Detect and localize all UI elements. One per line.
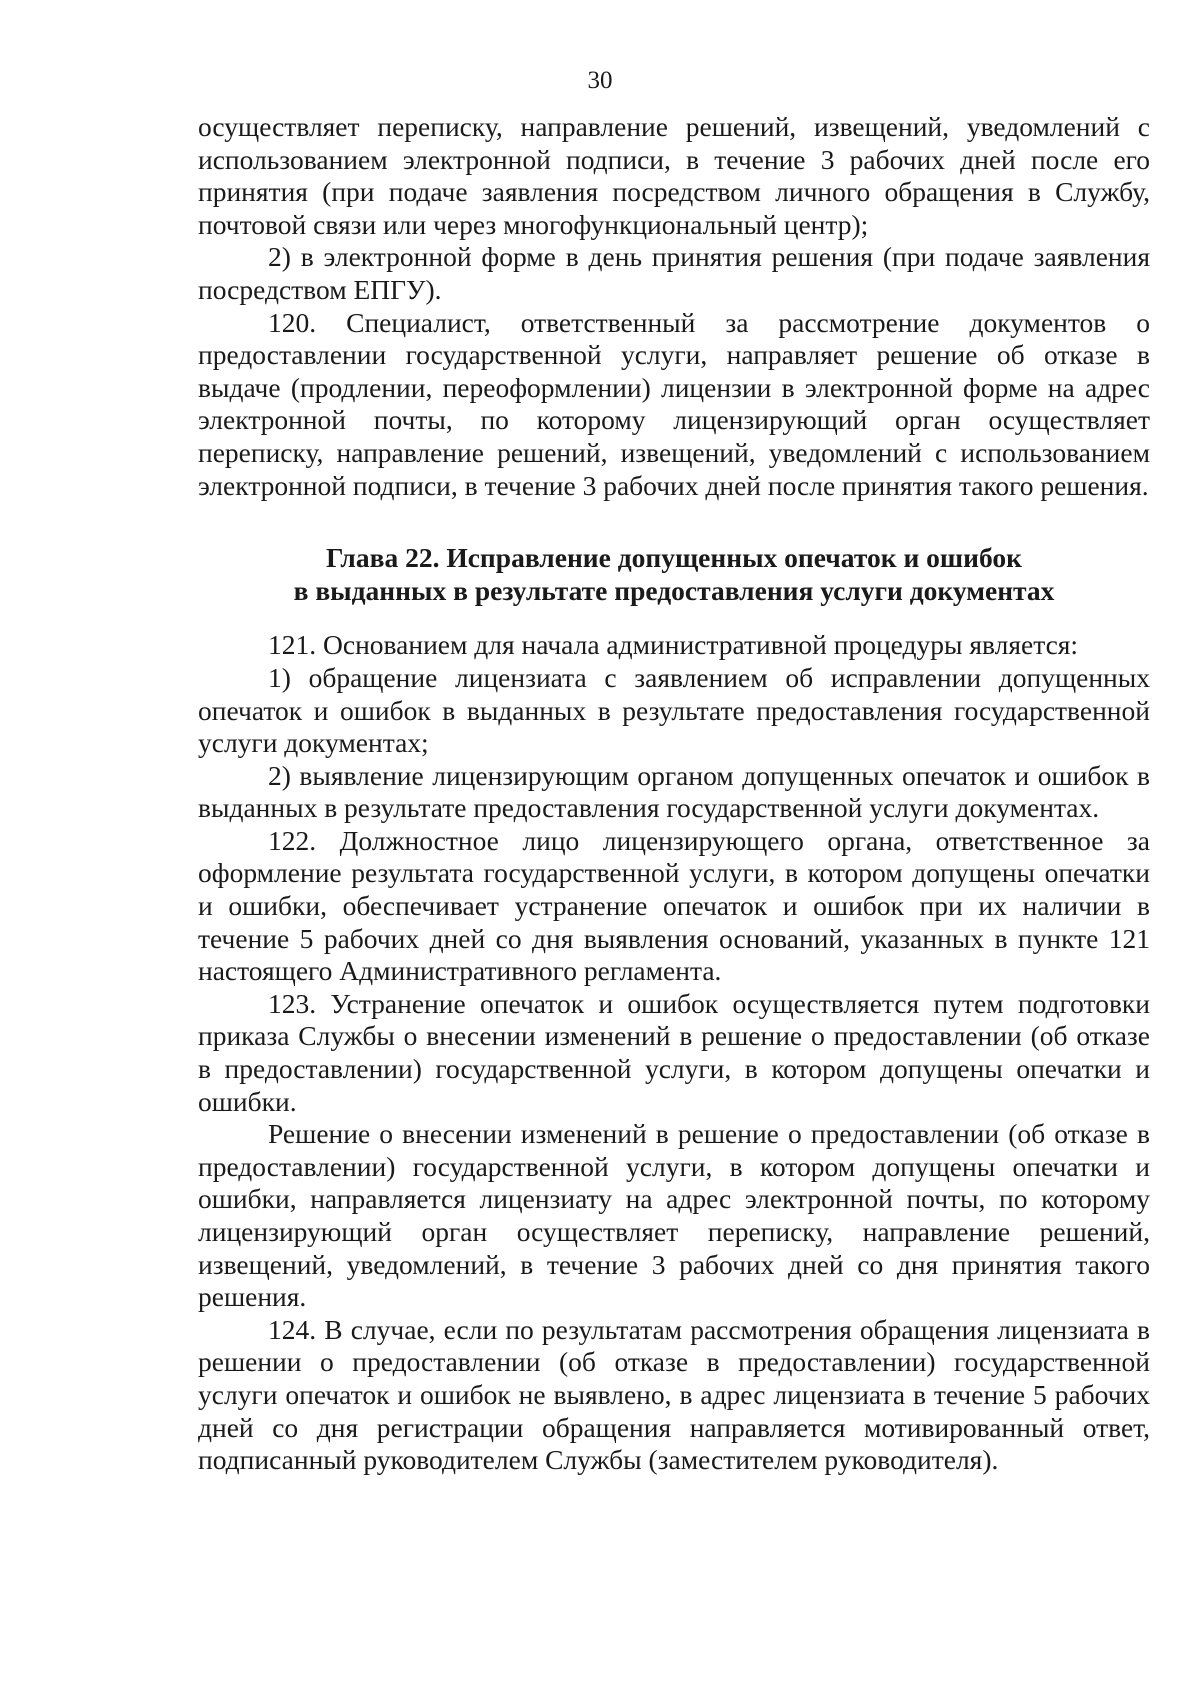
paragraph-121-item-2: 2) выявление лицензирующим органом допущенных опечаток и ошибок в выданных в результате предоставления государственной услуги документах.	[198, 759, 1150, 824]
chapter-heading	[198, 542, 1150, 607]
page-number: 30	[587, 67, 613, 94]
paragraph-120: 120. Специалист, ответственный за рассмотрение документов о предоставлении государственной услуги, направляет решение об отказе в выдаче (продлении, переоформлении) лицензии в электронной форме на адрес электронной почты, по которому лицензирующий орган осуществляет переписку, направление решений, извещений, уведомлений с использованием электронной подписи, в течение 3 рабочих дней после принятия такого решения.	[198, 306, 1150, 501]
chapter-heading-line-1: Глава 22. Исправление допущенных опечаток и ошибок	[326, 542, 1022, 574]
chapter-heading-line-2: в выданных в результате предоставления услуги документах	[293, 574, 1055, 606]
paragraph-121: 121. Основанием для начала административной процедуры является:	[268, 629, 1079, 661]
document-body	[198, 111, 1150, 1477]
paragraph-item-2-electronic-form: 2) в электронной форме в день принятия решения (при подаче заявления посредством ЕПГУ).	[198, 241, 1150, 305]
paragraph-124: 124. В случае, если по результатам рассмотрения обращения лицензиата в решении о предоставлении (об отказе в предоставлении) государственной услуги опечаток и ошибок не выявлено, в адрес лицензиата в течение 5 рабочих дней со дня регистрации обращения направляется мотивированный ответ, подписанный руководителем Службы (заместителем руководителя).	[198, 1313, 1150, 1476]
paragraph-continuation: осуществляет переписку, направление решений, извещений, уведомлений с использованием электронной подписи, в течение 3 рабочих дней после его принятия (при подаче заявления посредством личного обращения в Службу, почтовой связи или через многофункциональный центр);	[198, 111, 1150, 240]
paragraph-123-decision: Решение о внесении изменений в решение о предоставлении (об отказе в предоставлении) государственной услуги, в котором допущены опечатки и ошибки, направляется лицензиату на адрес электронной почты, по которому лицензирующий орган осуществляет переписку, направление решений, извещений, уведомлений, в течение 3 рабочих дней со дня принятия такого решения.	[198, 1118, 1150, 1313]
paragraph-122: 122. Должностное лицо лицензирующего органа, ответственное за оформление результата государственной услуги, в котором допущены опечатки и ошибки, обеспечивает устранение опечаток и ошибок при их наличии в течение 5 рабочих дней со дня выявления оснований, указанных в пункте 121 настоящего Административного регламента.	[198, 824, 1150, 987]
paragraph-123: 123. Устранение опечаток и ошибок осуществляется путем подготовки приказа Службы о внесении изменений в решение о предоставлении (об отказе в предоставлении) государственной услуги, в котором допущены опечатки и ошибки.	[198, 987, 1150, 1117]
paragraph-121-item-1: 1) обращение лицензиата с заявлением об исправлении допущенных опечаток и ошибок в выданных в результате предоставления государственной услуги документах;	[198, 661, 1150, 759]
